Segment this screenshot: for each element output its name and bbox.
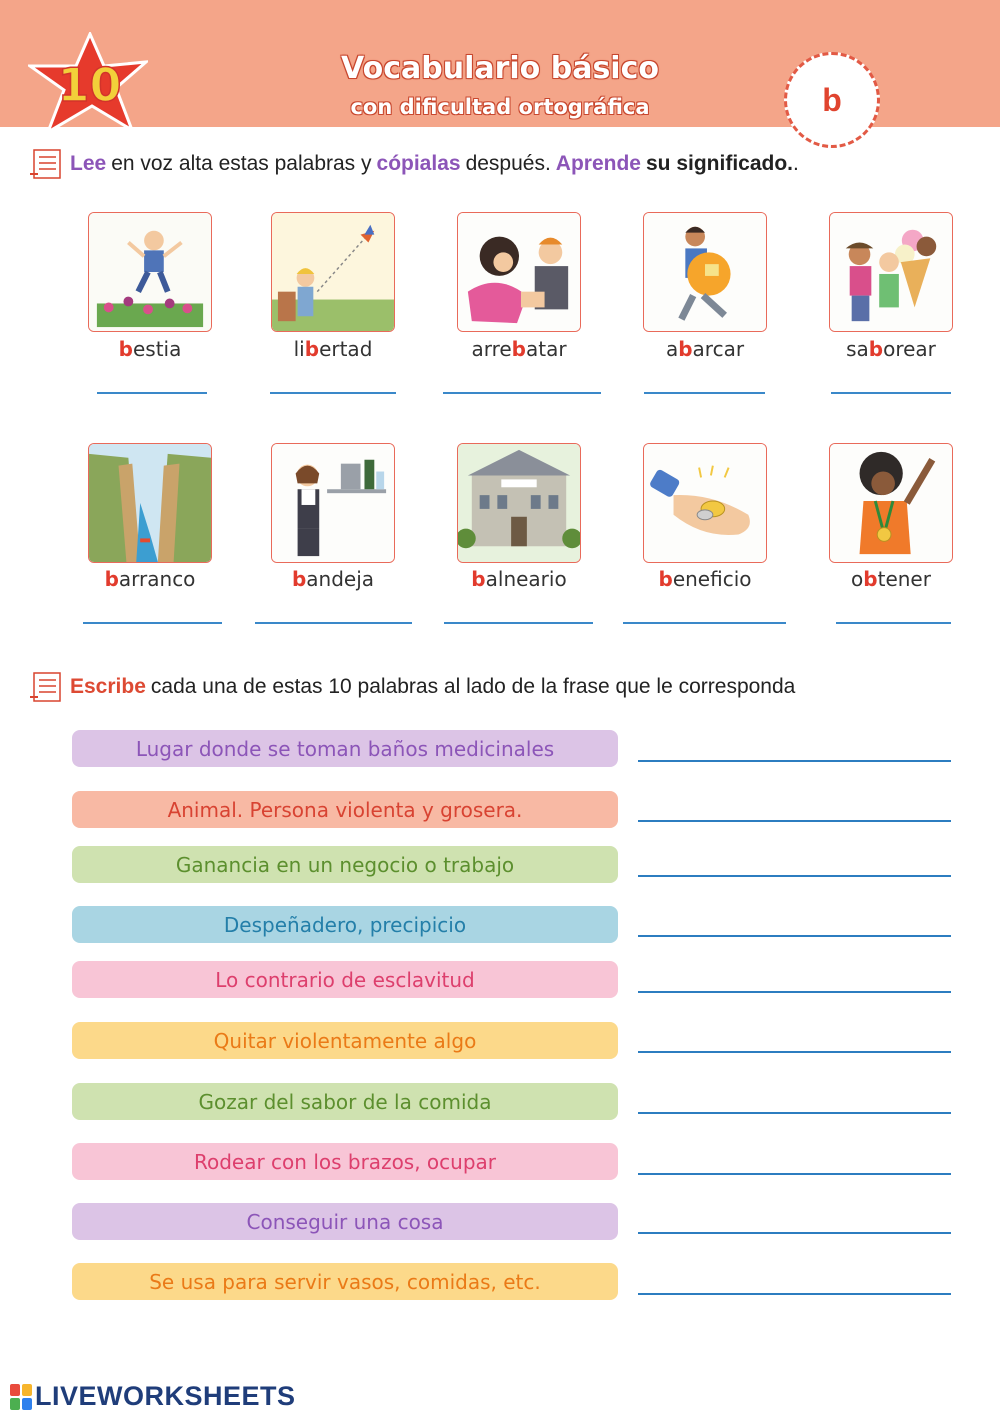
answer-line-2[interactable] <box>638 820 951 822</box>
ice-cream-icon <box>830 213 952 331</box>
definition-8: Rodear con los brazos, ocupar <box>72 1143 618 1180</box>
word-obtener: obtener <box>851 567 931 591</box>
definition-5: Lo contrario de esclavitud <box>72 961 618 998</box>
jumping-person-icon <box>89 213 211 331</box>
copy-line-bestia[interactable] <box>97 392 207 394</box>
definition-9: Conseguir una cosa <box>72 1203 618 1240</box>
picture-card-bestia <box>88 212 212 332</box>
picture-card-obtener <box>829 443 953 563</box>
picture-card-libertad <box>271 212 395 332</box>
page-title: Vocabulario básico <box>341 51 659 86</box>
answer-line-6[interactable] <box>638 1051 951 1053</box>
canyon-icon <box>89 444 211 562</box>
instr-text-2: después. <box>465 152 551 175</box>
word-bestia: bestia <box>118 337 182 361</box>
picture-card-saborear <box>829 212 953 332</box>
copy-line-abarcar[interactable] <box>644 392 765 394</box>
notebook-icon <box>30 148 64 180</box>
picture-card-abarcar <box>643 212 767 332</box>
waiter-tray-icon <box>272 444 394 562</box>
word-beneficio: beneficio <box>658 567 752 591</box>
snatching-people-icon <box>458 213 580 331</box>
instr-significado: su significado. <box>645 152 794 175</box>
instr-text-3: cada una de estas 10 palabras al lado de la frase que le corresponda <box>150 675 796 698</box>
picture-card-balneario <box>457 443 581 563</box>
unit-number: 10 <box>57 58 122 112</box>
word-barranco: barranco <box>104 567 196 591</box>
instr-aprende: Aprende <box>555 152 641 175</box>
instr-escribe: Escribe <box>70 675 146 698</box>
definition-4: Despeñadero, precipicio <box>72 906 618 943</box>
copy-line-beneficio[interactable] <box>623 622 786 624</box>
answer-line-5[interactable] <box>638 991 951 993</box>
copy-line-obtener[interactable] <box>836 622 951 624</box>
word-arrebatar: arrebatar <box>471 337 567 361</box>
instruction-write <box>30 670 800 704</box>
definition-3: Ganancia en un negocio o trabajo <box>72 846 618 883</box>
word-abarcar: abarcar <box>665 337 745 361</box>
picture-card-barranco <box>88 443 212 563</box>
copy-line-arrebatar[interactable] <box>443 392 601 394</box>
instr-period: . <box>793 152 799 175</box>
flying-bird-icon <box>272 213 394 331</box>
answer-line-10[interactable] <box>638 1293 951 1295</box>
instruction-read <box>30 147 799 181</box>
copy-line-balneario[interactable] <box>444 622 593 624</box>
definition-7: Gozar del sabor de la comida <box>72 1083 618 1120</box>
answer-line-4[interactable] <box>638 935 951 937</box>
instr-text-1: en voz alta estas palabras y <box>111 152 372 175</box>
copy-line-barranco[interactable] <box>83 622 222 624</box>
page-subtitle: con dificultad ortográfica <box>350 95 650 119</box>
answer-line-3[interactable] <box>638 875 951 877</box>
picture-card-beneficio <box>643 443 767 563</box>
picture-card-arrebatar <box>457 212 581 332</box>
definition-10: Se usa para servir vasos, comidas, etc. <box>72 1263 618 1300</box>
word-saborear: saborear <box>846 337 936 361</box>
copy-line-bandeja[interactable] <box>255 622 412 624</box>
notebook-icon <box>30 671 64 703</box>
coins-hand-icon <box>644 444 766 562</box>
answer-line-1[interactable] <box>638 760 951 762</box>
spa-building-icon <box>458 444 580 562</box>
word-bandeja: bandeja <box>291 567 375 591</box>
liveworksheets-icon <box>10 1384 32 1410</box>
definition-2: Animal. Persona violenta y grosera. <box>72 791 618 828</box>
word-libertad: libertad <box>293 337 373 361</box>
letter-badge: b <box>784 52 880 148</box>
answer-line-9[interactable] <box>638 1232 951 1234</box>
instr-lee: Lee <box>70 152 107 175</box>
definition-1: Lugar donde se toman baños medicinales <box>72 730 618 767</box>
liveworksheets-brand: LIVEWORKSHEETS <box>35 1381 296 1411</box>
liveworksheets-logo[interactable] <box>10 1381 296 1412</box>
picture-card-bandeja <box>271 443 395 563</box>
definition-6: Quitar violentamente algo <box>72 1022 618 1059</box>
copy-line-saborear[interactable] <box>831 392 951 394</box>
boy-carrying-ball-icon <box>644 213 766 331</box>
answer-line-8[interactable] <box>638 1173 951 1175</box>
copy-line-libertad[interactable] <box>270 392 396 394</box>
answer-line-7[interactable] <box>638 1112 951 1114</box>
instr-copialas: cópialas <box>376 152 461 175</box>
word-balneario: balneario <box>471 567 567 591</box>
medal-winner-icon <box>830 444 952 562</box>
